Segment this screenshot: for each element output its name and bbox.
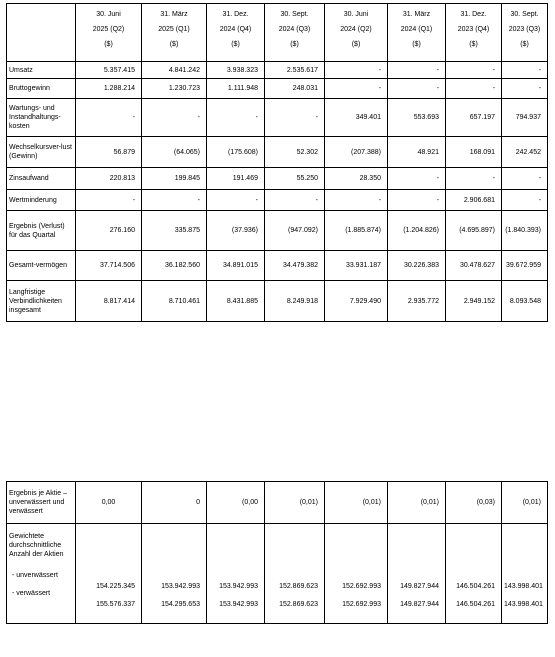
eps-row [7,482,548,524]
table-cell: 248.031 [265,79,325,99]
table-cell: - [388,190,446,211]
table-cell: - [265,190,325,211]
table-cell: 8.093.548 [502,281,548,322]
table-cell: - [207,190,265,211]
table-cell: 152.869.623 152.869.623 [265,524,325,624]
financial-table-top [6,3,548,322]
table-cell: 0 [142,482,207,524]
row-label: Bruttogewinn [7,79,76,99]
table-cell: 55.250 [265,168,325,190]
table-cell: 28.350 [325,168,388,190]
table-cell: - [388,79,446,99]
table-cell: (0,01) [388,482,446,524]
table-cell: (1.840.393) [502,211,548,251]
table-cell: (175.608) [207,137,265,168]
shares-row [7,524,548,624]
table-cell: - [388,62,446,79]
table-cell: 2.949.152 [446,281,502,322]
table-cell: 657.197 [446,99,502,137]
basic-label: - unverwässert [12,572,58,579]
financial-table-bottom [6,481,548,624]
table-cell: 34.891.015 [207,251,265,281]
table-cell: - [325,190,388,211]
table-cell: 143.998.401 143.998.401 [502,524,548,624]
row-label: Wechselkursver-lust (Gewinn) [7,137,76,168]
table-cell: 794.937 [502,99,548,137]
table-cell: 1.111.948 [207,79,265,99]
column-header: 31. Dez. 2023 (Q4) ($) [446,4,502,62]
table-cell: - [76,99,142,137]
table-cell: 39.672.959 [502,251,548,281]
table-cell: 168.091 [446,137,502,168]
column-header: 30. Sept. 2024 (Q3) ($) [265,4,325,62]
table-cell: - [142,99,207,137]
table-cell: 8.817.414 [76,281,142,322]
column-header: 30. Juni 2025 (Q2) ($) [76,4,142,62]
table-cell: 2.935.772 [388,281,446,322]
table-cell: 242.452 [502,137,548,168]
table-row [7,99,548,137]
column-header: 30. Sept. 2023 (Q3) ($) [502,4,548,62]
table-cell: 33.931.187 [325,251,388,281]
diluted-label: - verwässert [12,590,51,597]
table-cell: 37.714.506 [76,251,142,281]
row-label: Zinsaufwand [7,168,76,190]
table-cell: 2.906.681 [446,190,502,211]
table-cell: 220.813 [76,168,142,190]
table-cell: - [265,99,325,137]
table-cell: - [76,190,142,211]
table-cell: - [325,79,388,99]
table-cell: 1.230.723 [142,79,207,99]
table-cell: 30.478.627 [446,251,502,281]
row-label: Wertminderung [7,190,76,211]
table-cell: (4.695.897) [446,211,502,251]
table-cell: - [388,168,446,190]
column-header: 31. Dez. 2024 (Q4) ($) [207,4,265,62]
table-cell: 8.710.461 [142,281,207,322]
table-cell: 4.841.242 [142,62,207,79]
table-cell: - [502,168,548,190]
header-row [7,4,548,62]
table-cell: 8.431.885 [207,281,265,322]
table-cell: 5.357.415 [76,62,142,79]
table-cell: - [446,62,502,79]
row-label: Gesamt-vermögen [7,251,76,281]
table-cell: 154.225.345 155.576.337 [76,524,142,624]
table-cell: 276.160 [76,211,142,251]
table-cell: 0,00 [76,482,142,524]
column-header: 31. März 2024 (Q1) ($) [388,4,446,62]
row-label: Langfristige Verbindlichkeiten insgesamt [7,281,76,322]
table-cell: 153.942.993 153.942.993 [207,524,265,624]
table-cell: - [502,62,548,79]
table-cell: 153.942.993 154.295.653 [142,524,207,624]
table-cell: (0,01) [265,482,325,524]
table-cell: 34.479.382 [265,251,325,281]
table-cell: 146.504.261 146.504.261 [446,524,502,624]
table-cell: - [502,190,548,211]
shares-label: Gewichtete durchschnittliche Anzahl der Aktien [9,533,64,558]
table-cell: (37.936) [207,211,265,251]
table-row [7,281,548,322]
header-corner-cell [7,4,76,62]
table-cell: 52.302 [265,137,325,168]
table-cell: 30.226.383 [388,251,446,281]
table-cell: 199.845 [142,168,207,190]
row-label [7,524,76,624]
table-cell: 8.249.918 [265,281,325,322]
table-cell: - [142,190,207,211]
table-cell: 553.693 [388,99,446,137]
table-row [7,62,548,79]
table-row [7,79,548,99]
table-cell: 335.875 [142,211,207,251]
table-cell: (207.388) [325,137,388,168]
table-cell: 56.879 [76,137,142,168]
table-cell: - [446,168,502,190]
table-cell: 349.401 [325,99,388,137]
table-cell: - [502,79,548,99]
table-cell: (947.092) [265,211,325,251]
table-cell: 191.469 [207,168,265,190]
table-cell: (1.885.874) [325,211,388,251]
table-row [7,190,548,211]
table-cell: (0,01) [502,482,548,524]
table-row [7,211,548,251]
table-row [7,251,548,281]
row-label: Umsatz [7,62,76,79]
table-cell: - [446,79,502,99]
row-label: Ergebnis (Verlust) für das Quartal [7,211,76,251]
table-cell: 48.921 [388,137,446,168]
table-cell: (0,00 [207,482,265,524]
column-header: 30. Juni 2024 (Q2) ($) [325,4,388,62]
table-cell: (64.065) [142,137,207,168]
row-label: Wartungs- und Instandhaltungs-kosten [7,99,76,137]
table-cell: (0,03) [446,482,502,524]
table-cell: 1.288.214 [76,79,142,99]
table-cell: 7.929.490 [325,281,388,322]
table-cell: 149.827.944 149.827.944 [388,524,446,624]
row-label: Ergebnis je Aktie – unverwässert und verwässert [7,482,76,524]
table-cell: 36.182.560 [142,251,207,281]
table-cell: - [325,62,388,79]
table-cell: (1.204.826) [388,211,446,251]
table-cell: 2.535.617 [265,62,325,79]
table-cell: - [207,99,265,137]
table-cell: (0,01) [325,482,388,524]
column-header: 31. März 2025 (Q1) ($) [142,4,207,62]
table-row [7,137,548,168]
table-cell: 3.938.323 [207,62,265,79]
table-row [7,168,548,190]
table-cell: 152.692.993 152.692.993 [325,524,388,624]
